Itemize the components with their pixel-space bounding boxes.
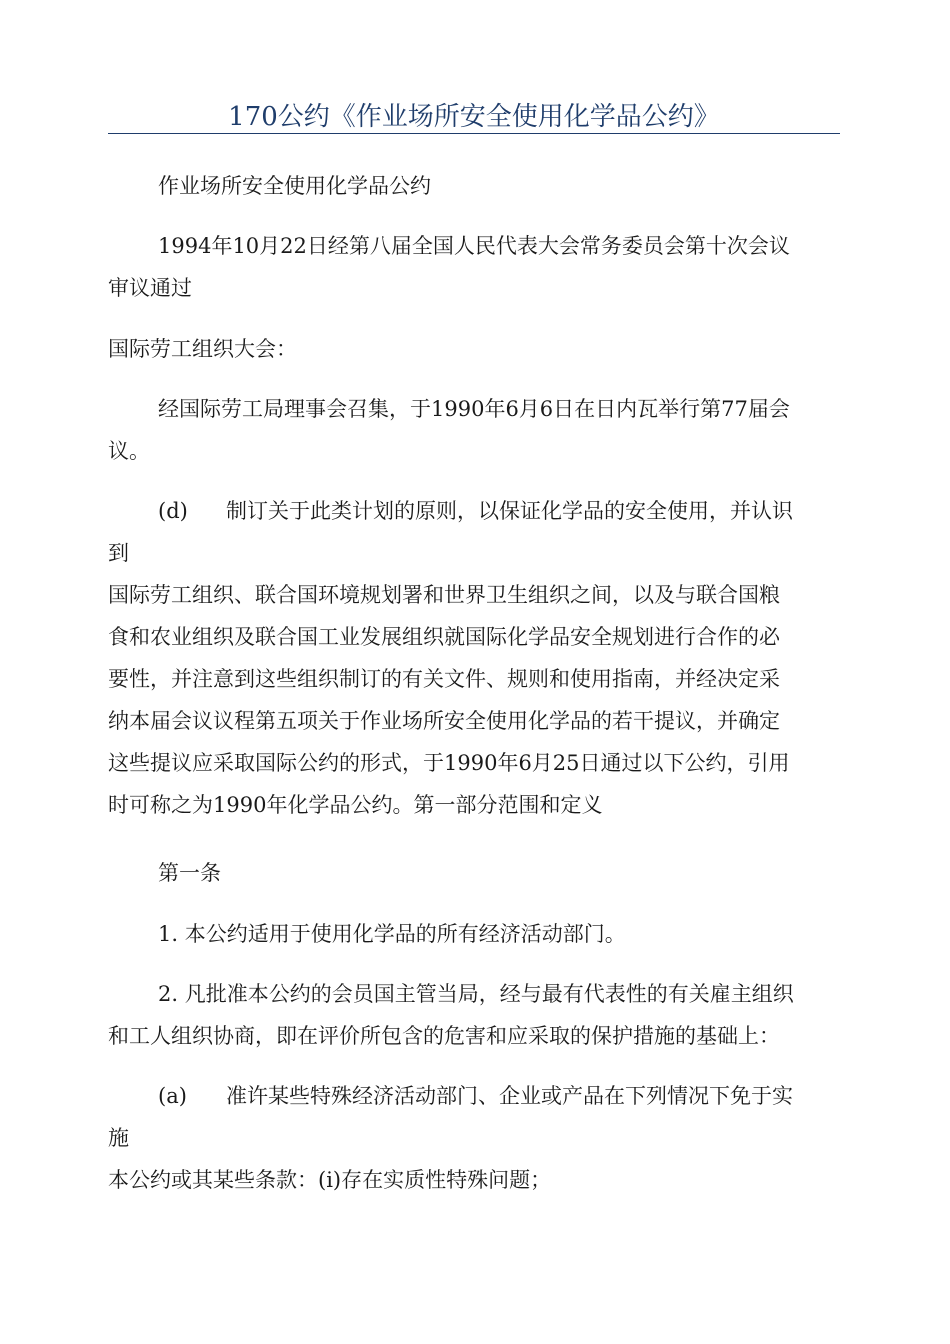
paragraph-line-4: 纳本届会议议程第五项关于作业场所安全使用化学品的若干提议，并确定 <box>108 709 780 733</box>
document-title: 170公约《作业场所安全使用化学品公约》 <box>228 102 720 132</box>
paragraph-line-6: 时可称之为1990年化学品公约。第一部分范围和定义 <box>108 793 603 817</box>
clause-d-label: (d) <box>158 499 188 523</box>
clause-a-text: 准许某些特殊经济活动部门、企业或产品在下列情况下免于实 <box>226 1084 793 1108</box>
article-heading: 第一条 <box>158 861 221 885</box>
item-2-line-2: 和工人组织协商，即在评价所包含的危害和应采取的保护措施的基础上： <box>108 1024 780 1048</box>
paragraph-line-5: 这些提议应采取国际公约的形式，于1990年6月25日通过以下公约，引用 <box>108 751 790 775</box>
item-2-line-1: 2. 凡批准本公约的会员国主管当局，经与最有代表性的有关雇主组织 <box>158 982 794 1006</box>
subtitle-line: 作业场所安全使用化学品公约 <box>158 174 431 198</box>
clause-a-last-line: 本公约或其某些条款：(i)存在实质性特殊问题； <box>108 1168 552 1192</box>
title-underline <box>108 133 840 134</box>
convened-line-1: 经国际劳工局理事会召集，于1990年6月6日在日内瓦举行第77届会 <box>158 397 790 421</box>
clause-a-continuation: 施 <box>108 1126 129 1150</box>
convened-line-2: 议。 <box>108 439 150 463</box>
paragraph-line-1: 国际劳工组织、联合国环境规划署和世界卫生组织之间，以及与联合国粮 <box>108 583 780 607</box>
paragraph-line-3: 要性，并注意到这些组织制订的有关文件、规则和使用指南，并经决定采 <box>108 667 780 691</box>
clause-a-label: (a) <box>158 1084 187 1108</box>
conference-line: 国际劳工组织大会： <box>108 337 297 361</box>
paragraph-line-2: 食和农业组织及联合国工业发展组织就国际化学品安全规划进行合作的必 <box>108 625 780 649</box>
clause-d-continuation: 到 <box>108 541 129 565</box>
adoption-line-2: 审议通过 <box>108 276 192 300</box>
adoption-line-1: 1994年10月22日经第八届全国人民代表大会常务委员会第十次会议 <box>158 234 790 258</box>
item-1: 1. 本公约适用于使用化学品的所有经济活动部门。 <box>158 922 626 946</box>
clause-d-text: 制订关于此类计划的原则，以保证化学品的安全使用，并认识 <box>226 499 793 523</box>
